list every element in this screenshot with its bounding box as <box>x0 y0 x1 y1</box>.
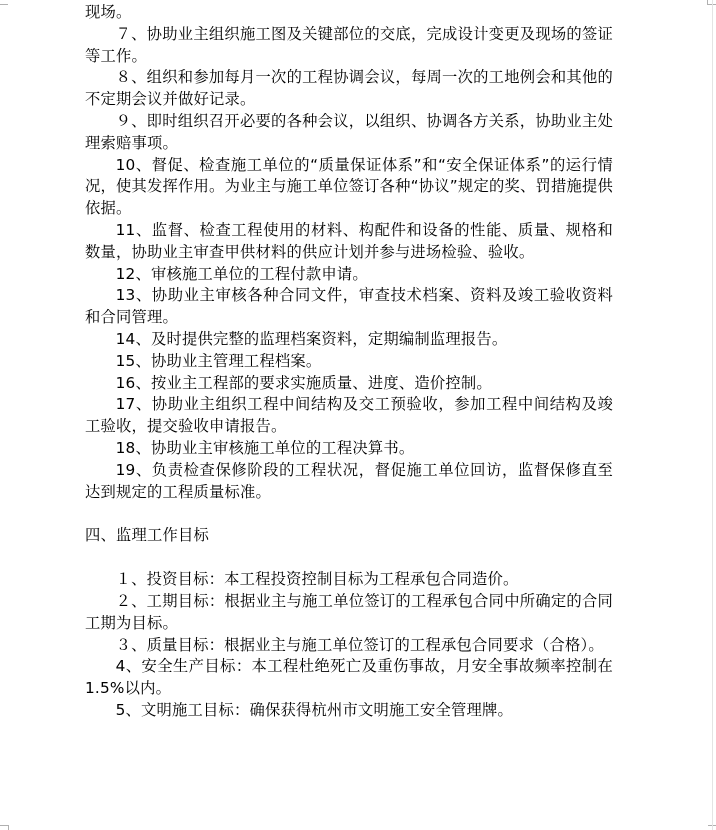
blank-line <box>85 547 613 569</box>
goal-item: 4、安全生产目标：本工程杜绝死亡及重伤事故，月安全事故频率控制在 1.5%以内。 <box>85 657 613 698</box>
goal-item: ３、质量目标：根据业主与施工单位签订的工程承包合同要求（合格）。 <box>115 635 604 654</box>
paragraph: 10、督促、检查施工单位的“质量保证体系”和“安全保证体系”的运行情况，使其发挥作用。为业主与施工单位签订各种“协议”规定的奖、罚措施提供依据。 <box>85 155 613 218</box>
page-corner-mark <box>707 0 708 5</box>
page-edge <box>712 0 713 830</box>
document-body <box>85 2 613 722</box>
paragraph: ９、即时组织召开必要的各种会议，以组织、协调各方关系，协助业主处理索赔事项。 <box>85 111 613 152</box>
goal-item: 5、文明施工目标：确保获得杭州市文明施工安全管理牌。 <box>115 700 513 719</box>
goal-item: ２、工期目标：根据业主与施工单位签订的工程承包合同中所确定的合同工期为目标。 <box>85 591 613 632</box>
section-heading: 四、监理工作目标 <box>85 526 209 545</box>
paragraph: ７、协助业主组织施工图及关键部位的交底，完成设计变更及现场的签证等工作。 <box>85 24 613 65</box>
paragraph: 17、协助业主组织工程中间结构及交工预验收，参加工程中间结构及竣工验收，提交验收申请报告。 <box>85 395 613 436</box>
paragraph: 19、负责检查保修阶段的工程状况，督促施工单位回访，监督保修直至达到规定的工程质量标准。 <box>85 460 613 501</box>
page-corner-mark <box>0 4 8 5</box>
page-corner-mark <box>0 825 8 826</box>
goal-item: １、投资目标：本工程投资控制目标为工程承包合同造价。 <box>115 570 519 589</box>
paragraph: ８、组织和参加每月一次的工程协调会议，每周一次的工地例会和其他的不定期会议并做好记录。 <box>85 68 613 109</box>
paragraph: 14、及时提供完整的监理档案资料，定期编制监理报告。 <box>115 329 508 348</box>
paragraph: 15、协助业主管理工程档案。 <box>115 351 322 370</box>
paragraph: 13、协助业主审核各种合同文件，审查技术档案、资料及竣工验收资料和合同管理。 <box>85 286 613 327</box>
paragraph: 11、监督、检查工程使用的材料、构配件和设备的性能、质量、规格和数量，协助业主审查甲供材料的供应计划并参与进场检验、验收。 <box>85 220 613 261</box>
paragraph: 16、按业主工程部的要求实施质量、进度、造价控制。 <box>115 373 492 392</box>
paragraph: 12、审核施工单位的工程付款申请。 <box>115 264 368 283</box>
page-corner-mark <box>8 825 9 830</box>
paragraph: 18、协助业主审核施工单位的工程决算书。 <box>115 438 415 457</box>
paragraph: 现场。 <box>85 3 132 21</box>
